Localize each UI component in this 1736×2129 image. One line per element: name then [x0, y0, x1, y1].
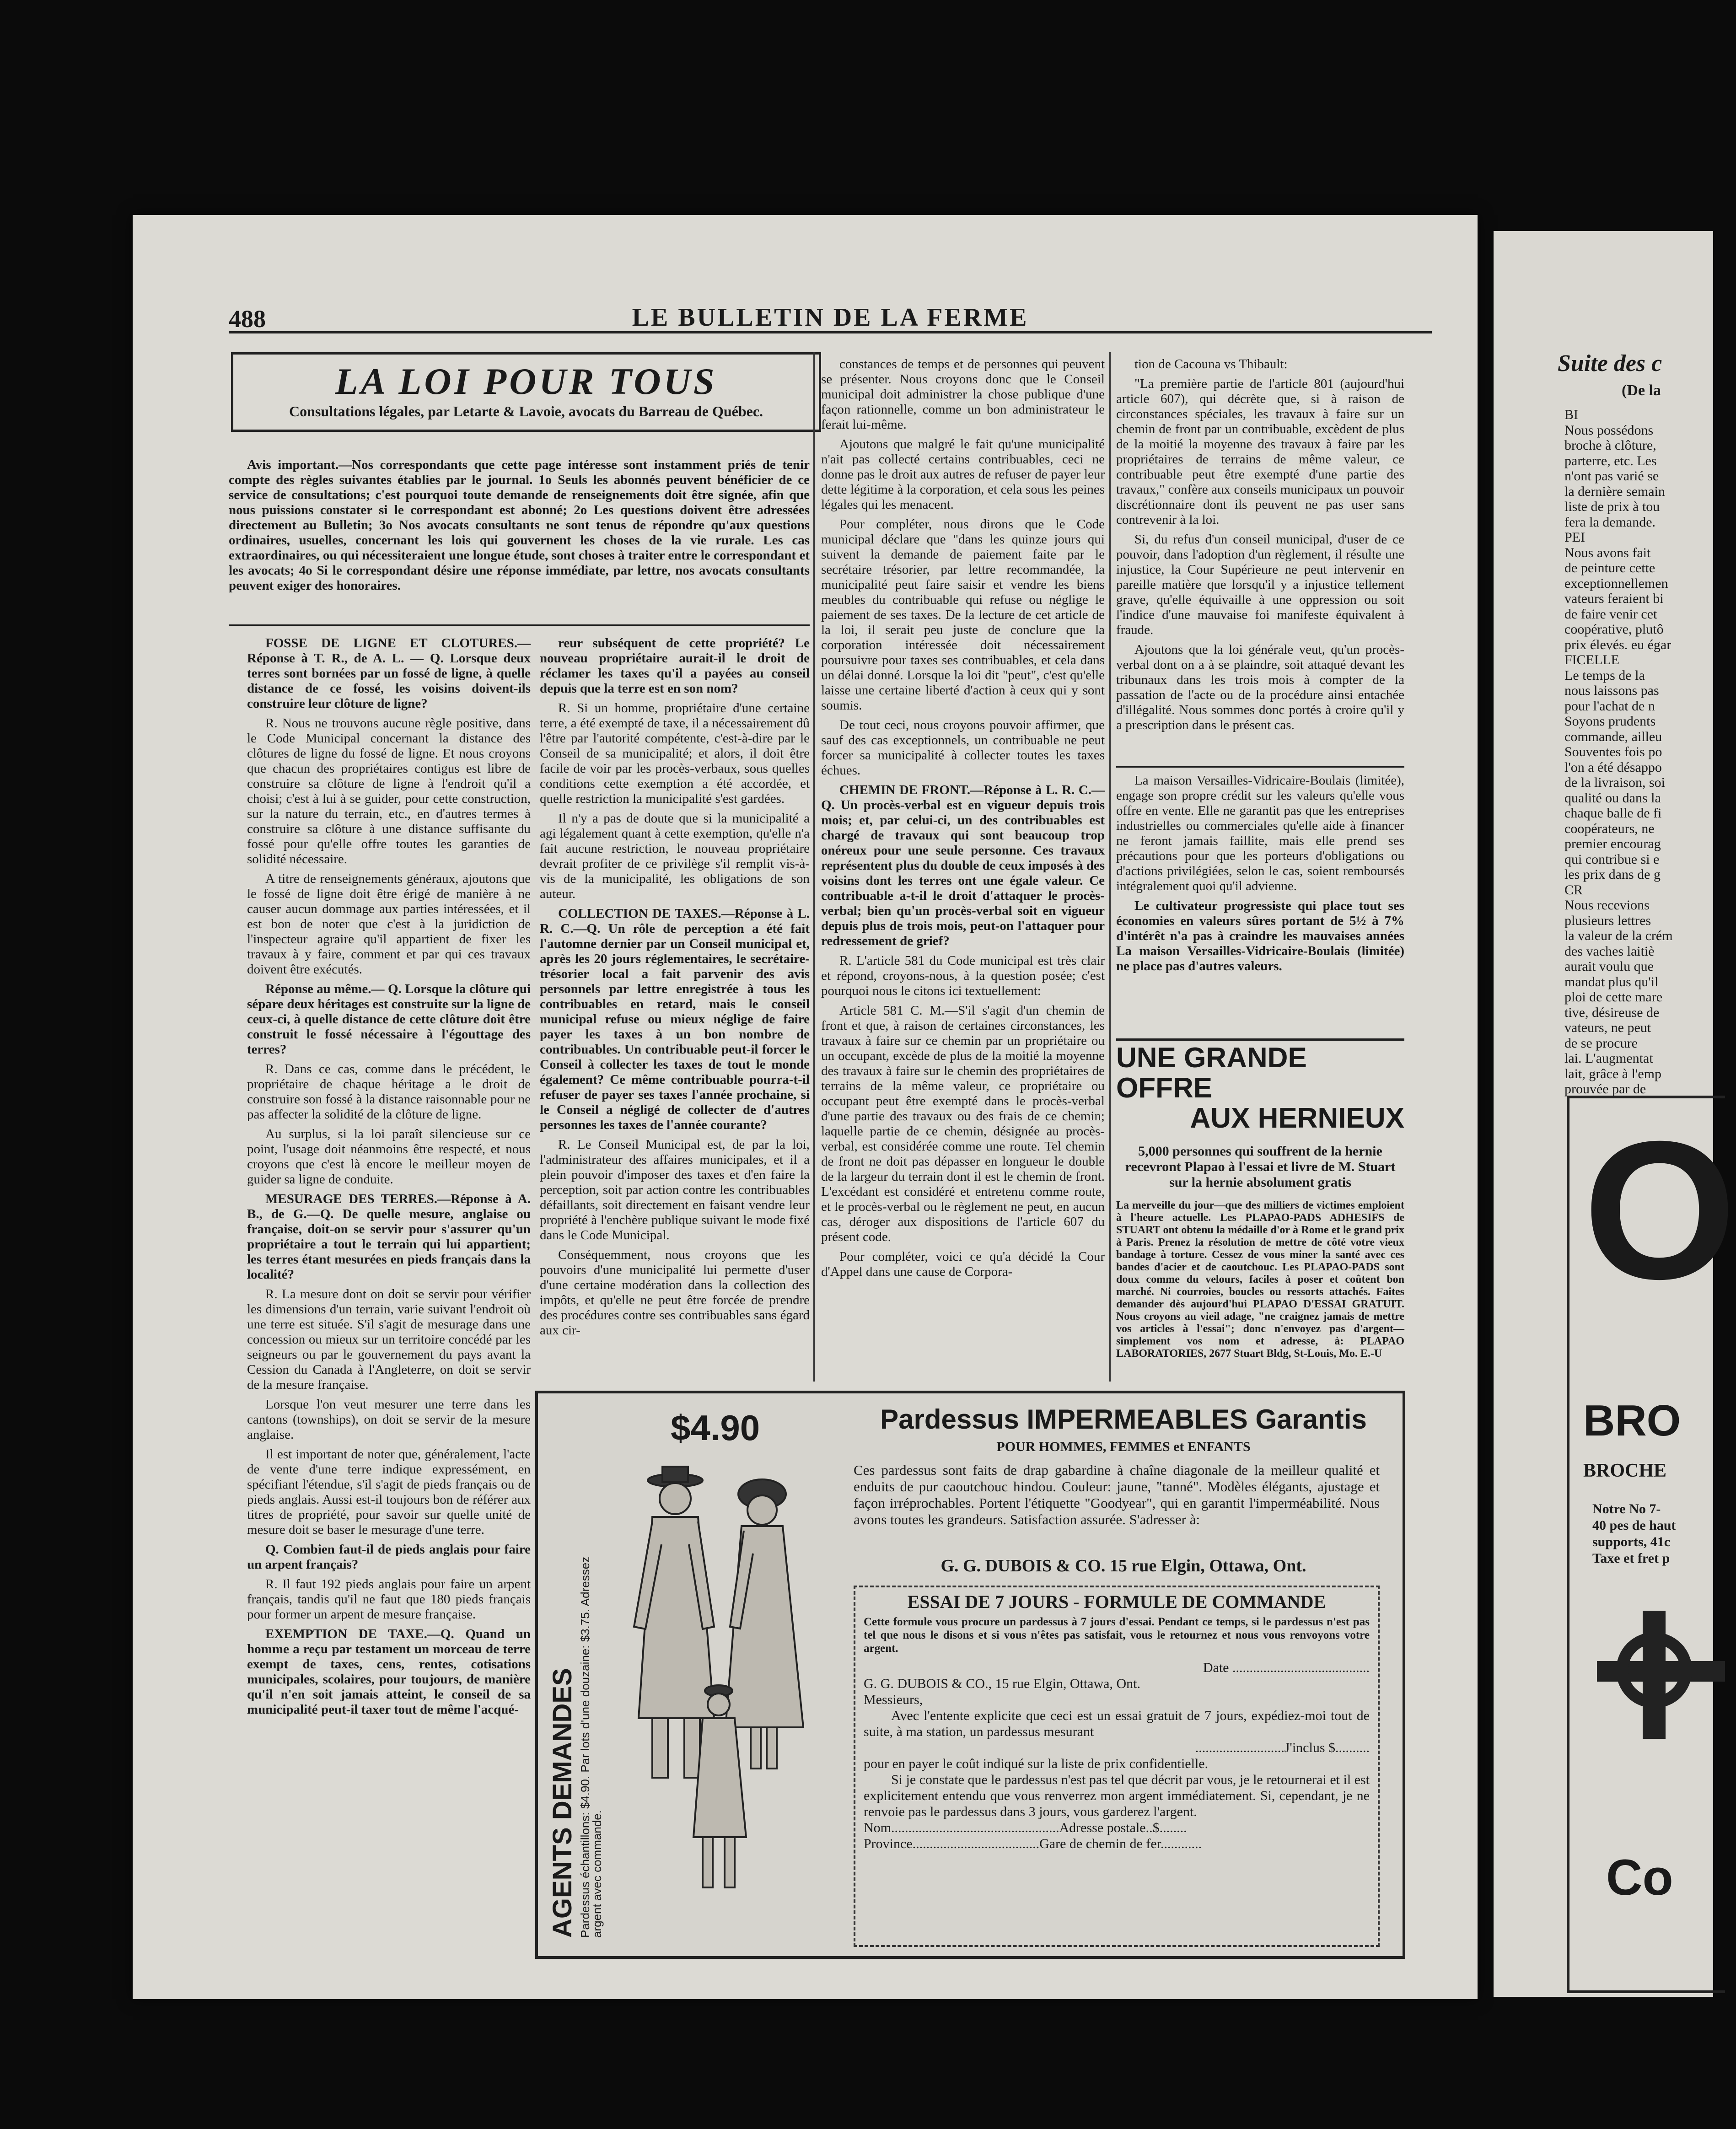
- adjacent-line: pour l'achat de n: [1564, 698, 1655, 714]
- column-4-paragraph: "La première partie de l'article 801 (aujourd'hui article 607), qui décrète que, si à raison de circonstances spéciales, les travaux à faire sur un chemin de front par un contribuable, excèdent de plus de la moitié la moyenne des travaux à faire par les propriétaires de terrains de même valeur, ce contribuable peut être exempté d'une partie des travaux," confère aux conseils municipaux un pouvoir discrétionnaire dont ils peuvent ne pas user sans contrevenir à la loi.: [1116, 376, 1404, 527]
- law-title: LA LOI POUR TOUS: [335, 360, 717, 402]
- fence-wire-icon: [1597, 1606, 1725, 1743]
- adjacent-line: aurait voulu que: [1564, 959, 1654, 974]
- adjacent-line: prouvée par de: [1564, 1081, 1646, 1097]
- section-divider: [1116, 766, 1404, 768]
- column-2-paragraph: Conséquemment, nous croyons que les pouvoirs d'une municipalité lui permette d'user d'une certaine modération dans la collection des impôts, et qu'elle ne peut être forcée de prendre des procédures contre ses contribuables sans égard aux cir-: [540, 1247, 810, 1338]
- adjacent-line: Soyons prudents: [1564, 714, 1656, 729]
- page-header: [229, 302, 1432, 333]
- station-label: Gare de chemin de fer: [1039, 1836, 1161, 1851]
- adjacent-line: de la livraison, soi: [1564, 775, 1665, 790]
- newspaper-page: [133, 215, 1478, 1999]
- page-number: 488: [229, 305, 266, 333]
- column-3-paragraph: R. L'article 581 du Code municipal est très clair et répond, croyons-nous, à la question posée; c'est pourquoi nous le citons ici textuellement:: [821, 953, 1105, 998]
- order-form: [854, 1586, 1380, 1947]
- date-label: Date: [1203, 1660, 1229, 1675]
- versailles-text-1: La maison Versailles-Vidricaire-Boulais (limitée), engage son propre crédit sur les valeurs qu'elle vous offre en vente. Elle ne garantit pas que les entreprises industrielles ou commerciales qu'elle aide à financer ne feront jamais faillite, mais elle prend ses précautions pour que les porteurs d'obligations ou d'actions privilégiées, selon le cas, soient remboursés intégralement quoi qu'il advienne.: [1116, 773, 1404, 893]
- column-1-paragraph: Réponse au même.— Q. Lorsque la clôture qui sépare deux héritages est construite sur la ligne de ceux-ci, à quelle distance de cette clôture doit être construit le fossé nécessaire à l'égouttage des terres?: [247, 982, 531, 1057]
- order-salutation: Messieurs,: [864, 1692, 923, 1707]
- adjacent-line: exceptionnellemen: [1564, 575, 1668, 591]
- column-1-paragraph: MESURAGE DES TERRES.—Réponse à A. B., de G.—Q. De quelle mesure, anglaise ou française, doit-on se servir pour s'assurer qu'un propriétaire a tout le terrain qui lui appartient; les terres étant mesurées en pieds français dans la localité?: [247, 1192, 531, 1282]
- column-3-paragraph: constances de temps et de personnes qui peuvent se présenter. Nous croyons donc que le Conseil municipal doit administrer la chose publique d'une façon rationnelle, comme un bon administrateur le ferait lui-même.: [821, 357, 1105, 432]
- order-text-3: Si je constate que le pardessus n'est pas tel que décrit par vous, je le retournerai et il est explicitement entendu que vous renverrez mon argent immédiatement. Si, cependant, je ne renvoie pas le pardessus dans 3 jours, vous garderez l'argent.: [864, 1772, 1370, 1819]
- law-notice: [229, 457, 810, 598]
- column-1-paragraph: Q. Combien faut-il de pieds anglais pour faire un arpent français?: [247, 1542, 531, 1572]
- adjacent-page: [1494, 231, 1736, 1997]
- adjacent-line: mandat plus qu'il: [1564, 974, 1659, 989]
- hernia-ad-body: La merveille du jour—que des milliers de victimes emploient à l'heure actuelle. Les PLAPAO-PADS ADHESIFS de STUART ont obtenu la médaille d'or à Rome et le grand prix à Paris. Prenez la résolution de mettre de côté votre vieux bandage à torture. Cessez de vous miner la santé avec ces bandes d'acier et de caoutchouc. Les PLAPAO-PADS sont doux comme du velours, faciles à poser et coûtent bon marché. Ni courroies, boucles ou ressorts attachés. Faites demander dès aujourd'hui PLAPAO D'ESSAI GRATUIT. Nous croyons au vieil adage, "ne craignez jamais de mettre vos articles à l'essai"; donc n'envoyez pas d'argent—simplement vos nom et adresse, à: PLAPAO LABORATORIES, 2677 Stuart Bldg, St-Louis, Mo. E.-U: [1116, 1199, 1404, 1360]
- raincoat-ad-body: Ces pardessus sont faits de drap gabardine à chaîne diagonale de la meilleur qualité et enduits de pur caoutchouc hindou. Couleur: jaune, "tanné". Modèles élégants, ajustage et façon irréprochables. Portent l'étiquette "Goodyear", qui en garantit l'imperméabilité. Nous avons toutes les grandeurs. Satisfaction assurée. S'adresser à:: [854, 1462, 1380, 1527]
- raincoat-company: G. G. DUBOIS & CO. 15 rue Elgin, Ottawa, Ont.: [941, 1556, 1306, 1575]
- amount-field[interactable]: ..........................J'inclus $..........: [1195, 1740, 1370, 1755]
- adjacent-line: les prix dans de g: [1564, 867, 1661, 882]
- order-form-intro: Cette formule vous procure un pardessus à 7 jours d'essai. Pendant ce temps, si le pardessus n'est pas tel que nous le disons et si vous n'êtes pas satisfait, vous le retournez et nous vous renvoyons votre argent.: [864, 1616, 1370, 1655]
- adjacent-line: prix élevés. eu égar: [1564, 637, 1672, 652]
- family-raincoat-illustration: [620, 1462, 812, 1919]
- hernia-ad-title-1: UNE GRANDE OFFRE: [1116, 1042, 1307, 1104]
- law-subtitle: Consultations légales, par Letarte & Lavoie, avocats du Barreau de Québec.: [289, 403, 763, 419]
- adjacent-line: broche à clôture,: [1564, 438, 1656, 453]
- column-1-paragraph: Au surplus, si la loi paraît silencieuse sur ce point, l'usage doit néanmoins être respecté, et nous croyons que c'est là encore le meilleur moyen de guider sa ligne de conduite.: [247, 1127, 531, 1187]
- column-4-paragraph: tion de Cacouna vs Thibault:: [1134, 357, 1288, 371]
- adjacent-subheading: (De la: [1622, 382, 1661, 399]
- adjacent-line: tive, désireuse de: [1564, 1005, 1660, 1020]
- adjacent-line: nous laissons pas: [1564, 683, 1659, 698]
- agents-wanted-text: Pardessus échantillons: $4.90. Par lots d'une douzaine: $3.75. Adressez: [578, 1556, 592, 1938]
- versailles-notice: [1116, 773, 1404, 978]
- raincoat-ad: [535, 1391, 1405, 1959]
- adjacent-line: n'ont pas varié se: [1564, 468, 1659, 484]
- column-2-paragraph: R. Le Conseil Municipal est, de par la loi, l'administrateur des affaires municipales, et il a plein pouvoir d'imposer des taxes et d'en faire la perception, soit par action contre les contribuables défaillants, soit directement en faisant vendre leur propriété à l'enchère publique suivant le mode fixé dans le Code Municipal.: [540, 1137, 810, 1242]
- column-3: [821, 357, 1105, 1284]
- order-text-2: pour en payer le coût indiqué sur la liste de prix confidentielle.: [864, 1756, 1209, 1771]
- date-field[interactable]: Date ........................................: [1203, 1660, 1370, 1675]
- adjacent-line: ploi de cette mare: [1564, 989, 1663, 1005]
- amount-label: J'inclus $: [1284, 1740, 1335, 1755]
- adjacent-line: commande, ailleu: [1564, 729, 1662, 744]
- adjacent-line: la valeur de la crém: [1564, 928, 1673, 943]
- column-1-paragraph: R. Dans ce cas, comme dans le précédent, le propriétaire de chaque héritage a le droit de construire son fossé à la distance raisonnable pour ne pas affecter la solidité de la clôture de ligne.: [247, 1062, 531, 1122]
- adjacent-line: Nous avons fait: [1564, 545, 1651, 560]
- hernia-ad-subtitle: 5,000 personnes qui souffrent de la hernie recevront Plapao à l'essai et livre de M. Stuart sur la hernie absolument gratis: [1125, 1144, 1396, 1190]
- adjacent-line: coopérative, plutô: [1564, 622, 1664, 637]
- adjacent-line: qui contribue si e: [1564, 851, 1660, 867]
- adjacent-line: Souventes fois po: [1564, 744, 1662, 759]
- adjacent-line: coopérateurs, ne: [1564, 821, 1655, 836]
- column-1-paragraph: R. Nous ne trouvons aucune règle positive, dans le Code Municipal concernant la distance des clôtures de ligne du fossé de ligne. Et nous croyons que chacun des propriétaires contigus est libre de construire sa clôture de ligne à l'endroit qu'il a choisi; c'est à lui à se guider, pour cette construction, sur la nature du terrain, etc., en d'autres termes à construire sa clôture à une distance suffisante du fossé pour qu'elle offre toutes les garanties de solidité nécessaire.: [247, 716, 531, 866]
- column-3-paragraph: Pour compléter, nous dirons que le Code municipal déclare que "dans les quinze jours qui suivent la demande de paiement faite par le secrétaire trésorier, par lettre recommandée, la municipalité peut faire saisir et vendre les biens meubles du contribuable qui refuse ou néglige le paiement de ses taxes. De la lecture de cet article de la loi, il serait peu juste de conclure que la corporation intéressée doit nécessairement poursuivre pour taxes ses contribuables, et cela dans un délai donné. Lorsque la loi dit "peut", c'est qu'elle laisse une certaine liberté d'action à ceux qui y sont soumis.: [821, 517, 1105, 713]
- column-divider: [1109, 352, 1111, 1382]
- adjacent-line: de faire venir cet: [1564, 606, 1657, 622]
- adjacent-line: de se procure: [1564, 1035, 1638, 1051]
- versailles-text-2: Le cultivateur progressiste qui place tout ses économies en valeurs sûres portant de 5½ à 7% d'intérêt n'a pas à craindre les mauvaises années La maison Versailles-Vidricaire-Boulais (limitée) ne place pas d'autres valeurs.: [1116, 898, 1404, 973]
- column-2: [540, 636, 810, 1343]
- co-logo: Co: [1606, 1849, 1673, 1906]
- raincoat-ad-title: Pardessus IMPERMEABLES Garantis: [880, 1404, 1367, 1435]
- agents-sidebar: [538, 1393, 604, 1956]
- column-2-paragraph: Il n'y a pas de doute que si la municipalité a agi légalement quant à cette exemption, qu'elle n'a fait aucune restriction, le nouveau propriétaire devrait profiter de ce privilège s'il remplit vis-à-vis de la municipalité, les obligations de son auteur.: [540, 811, 810, 901]
- adjacent-line: PEI: [1564, 530, 1585, 545]
- adjacent-column: [1564, 407, 1715, 1097]
- adjacent-line: lait, grâce à l'emp: [1564, 1066, 1661, 1081]
- column-1-paragraph: R. Il faut 192 pieds anglais pour faire un arpent français, tandis qu'il ne faut que 180 pieds français pour former un arpent de mesure française.: [247, 1577, 531, 1622]
- adjacent-line: plusieurs lettres: [1564, 913, 1651, 928]
- order-addressee: G. G. DUBOIS & CO., 15 rue Elgin, Ottawa, Ont.: [864, 1676, 1140, 1691]
- adjacent-line: la dernière semain: [1564, 484, 1665, 499]
- column-1: [247, 636, 531, 1722]
- adjacent-line: liste de prix à tou: [1564, 499, 1660, 514]
- column-3-paragraph: Article 581 C. M.—S'il s'agit d'un chemin de front et que, à raison de certaines circonstances, les travaux à faire sur ce chemin par un propriétaire ou un occupant, excède de plus de la moitié la moyenne des travaux à faire sur le chemin des propriétaires de terrains de la même valeur, ce propriétaire ou occupant peut être exempté dans le procès-verbal d'une partie des travaux ou des frais de ce chemin; laquelle partie de ce chemin, désignée au procès-verbal, est considérée comme une route. Tel chemin de front ne doit pas dépasser en longueur le double de la largeur du terrain dont il est le chemin de front. L'excédant est considéré et entretenu comme route, et le procès-verbal ou le règlement ne peut, en aucun cas, déroger aux dispositions de l'article 607 du présent code.: [821, 1003, 1105, 1244]
- name-label: Nom: [864, 1820, 891, 1835]
- raincoat-ad-subtitle: POUR HOMMES, FEMMES et ENFANTS: [996, 1439, 1251, 1454]
- section-divider: [1116, 1038, 1404, 1041]
- column-2-paragraph: COLLECTION DE TAXES.—Réponse à L. R. C.—Q. Un rôle de perception a été fait l'automne dernier par un Conseil municipal et, après les 20 jours réglementaires, le secrétaire-trésorier local a fait parvenir des avis personnels par lettre enregistrée à tous les contribuables en retard, mais le conseil municipal refuse ou mieux néglige de faire payer les taxes à un bon nombre de contribuables. Un contribuable peut-il forcer le Conseil à collecter les taxes de tout le monde également? Ce même contribuable pourra-t-il refuser de payer ses taxes l'année prochaine, si le Conseil a négligé de collecter de d'autres personnes les taxes de l'année courante?: [540, 906, 810, 1132]
- order-form-title: ESSAI DE 7 JOURS - FORMULE DE COMMANDE: [907, 1591, 1326, 1612]
- address-label: Adresse postale: [1059, 1820, 1146, 1835]
- adjacent-line: CR: [1564, 882, 1583, 898]
- adjacent-line: de peinture cette: [1564, 560, 1655, 575]
- column-1-paragraph: Il est important de noter que, généralement, l'acte de vente d'une terre indique expressément, en spécifiant l'étendue, s'il s'agit de pieds français ou de pieds anglais. Aussi est-il toujours bon de référer aux titres de propriété, pour savoir sur quelle unité de mesure doit se baser le mesurage d'une terre.: [247, 1447, 531, 1537]
- adjacent-line: chaque balle de fi: [1564, 806, 1662, 821]
- broche-notice: [1592, 1501, 1676, 1567]
- adjacent-line: parterre, etc. Les: [1564, 453, 1657, 468]
- agents-wanted-text-2: argent avec commande.: [590, 1810, 604, 1938]
- column-1-paragraph: A titre de renseignements généraux, ajoutons que le fossé de ligne doit être érigé de manière à ne causer aucun dommage aux parties intéressées, et il est bon de noter que c'est à la juridiction de l'inspecteur agraire qu'il appartient de fixer les travaux à y faire, comment et par qui ces travaux doivent être exécutés.: [247, 871, 531, 977]
- adjacent-ad: [1567, 1096, 1736, 1993]
- column-2-paragraph: R. Si un homme, propriétaire d'une certaine terre, a été exempté de taxe, il a nécessairement dû l'être par l'autorité compétente, c'est-à-dire par le Conseil de sa municipalité; et alors, il doit être facile de voir par les procès-verbaux, sous quelles conditions cette exemption a été accordée, et quelle restriction la municipalité s'est gardées.: [540, 701, 810, 806]
- adjacent-line: des vaches laitiè: [1564, 943, 1655, 959]
- newspaper-title: LE BULLETIN DE LA FERME: [632, 303, 1029, 332]
- adjacent-line: premier encourag: [1564, 836, 1661, 851]
- price-tag: $4.90: [671, 1408, 760, 1448]
- adjacent-line: lai. L'augmentat: [1564, 1051, 1653, 1066]
- adjacent-line: FICELLE: [1564, 652, 1619, 667]
- name-field[interactable]: Nom.................................................Adresse postale..$........: [864, 1820, 1187, 1835]
- column-3-paragraph: CHEMIN DE FRONT.—Réponse à L. R. C.—Q. Un procès-verbal est en vigueur depuis trois mois; et, par celui-ci, un des contribuables est chargé de travaux qui sont beaucoup trop onéreux pour une seule personne. Ces travaux représentent plus du double de ceux imposés à des voisins dont les terres ont une égale valeur. Ce contribuable a-t-il le droit d'attaquer le procès-verbal; bien qu'un procès-verbal soit en vigueur depuis plus de trois mois, peut-on l'attaquer pour redressement de grief?: [821, 783, 1105, 948]
- adjacent-line: Nous possédons: [1564, 422, 1654, 438]
- column-1-paragraph: Lorsque l'on veut mesurer une terre dans les cantons (townships), on doit se servir de la mesure anglaise.: [247, 1397, 531, 1442]
- column-4-paragraph: Ajoutons que la loi générale veut, qu'un procès-verbal dont on a à se plaindre, soit attaqué devant les tribunaux dans les trois mois à compter de la passation de l'acte ou de la procédure ainsi entachée d'illégalité. Nous sommes donc portés à croire qu'il y a prescription dans le présent cas.: [1116, 642, 1404, 732]
- notice-text: Avis important.—Nos correspondants que cette page intéresse sont instamment priés de tenir compte des règles suivantes établies par le journal. 1o Seuls les abonnés peuvent bénéficier de ce service de consultations; c'est pourquoi toute demande de renseignements doit être signée, afin que nous puissions constater si le correspondant est abonné; 2o Les questions doivent être adressées directement au Bulletin; 3o Nos avocats consultants ne sont tenus de répondre qu'aux questions ordinaires, usuelles, concernant les lois qui gouvernent les choses de la vie rurale. Les cas extraordinaires, ou qui nécessiteraient une longue étude, sont choses à traiter entre le correspondant et les avocats; 4o Si le correspondant désire une réponse immédiate, par lettre, nos avocats consultants peuvent exiger des honoraires.: [229, 457, 810, 593]
- adjacent-line: Le temps de la: [1564, 667, 1645, 683]
- column-3-paragraph: Ajoutons que malgré le fait qu'une municipalité n'ait pas collecté certains contribuables, ceci ne donne pas le droit aux autres de refuser de payer leur dette légitime à la corporation, et cela sous les peines légales qui les menacent.: [821, 437, 1105, 512]
- broche-title: BROCHE: [1583, 1460, 1667, 1481]
- column-1-paragraph: R. La mesure dont on doit se servir pour vérifier les dimensions d'un terrain, varie suivant l'endroit où une terre est située. S'il s'agit de mesurage dans une concession ou mieux sur un territoire concédé par les seigneurs ou par le gouvernement du pays avant la Cession du Canada à l'Angleterre, on doit se servir de la mesure française.: [247, 1287, 531, 1392]
- broche-notice-line: Notre No 7-: [1592, 1501, 1661, 1516]
- column-4: [1116, 357, 1404, 737]
- big-letter: O: [1583, 1101, 1736, 1320]
- adjacent-line: fera la demande.: [1564, 514, 1656, 530]
- order-text-1: Avec l'entente explicite que ceci est un essai gratuit de 7 jours, expédiez-moi tout de suite, à ma station, un pardessus mesurant: [864, 1708, 1370, 1739]
- province-label: Province: [864, 1836, 913, 1851]
- broche-notice-line: supports, 41c: [1592, 1534, 1671, 1549]
- notice-divider: [229, 624, 810, 626]
- column-1-paragraph: EXEMPTION DE TAXE.—Q. Quand un homme a reçu par testament un morceau de terre exempt de taxes, cens, rentes, cotisations municipales, scolaires, pour toujours, de manière qu'il n'en soit jamais atteint, le conseil de sa municipalité peut-il taxer tout de même l'acqué-: [247, 1627, 531, 1717]
- column-1-paragraph: FOSSE DE LIGNE ET CLOTURES.—Réponse à T. R., de A. L. — Q. Lorsque deux terres sont bornées par un fossé de ligne, à quelle distance de ce fossé, les voisins doivent-ils construire leur clôture de ligne?: [247, 636, 531, 711]
- adjacent-line: vateurs, ne peut: [1564, 1020, 1651, 1035]
- hernia-ad-title-2: AUX HERNIEUX: [1190, 1102, 1404, 1134]
- law-title-box: [231, 352, 821, 432]
- column-3-paragraph: De tout ceci, nous croyons pouvoir affirmer, que sauf des cas exceptionnels, un contribuable ne peut forcer sa municipalité à collecter toutes les taxes échues.: [821, 718, 1105, 778]
- broche-logo: BRO: [1583, 1396, 1681, 1445]
- adjacent-line: Nous recevions: [1564, 898, 1650, 913]
- column-divider: [813, 352, 815, 1382]
- column-2-paragraph: reur subséquent de cette propriété? Le nouveau propriétaire aurait-il le droit de réclamer les taxes qu'il a payées au conseil depuis que la terre est en son nom?: [540, 636, 810, 696]
- broche-notice-line: 40 pes de haut: [1592, 1518, 1676, 1533]
- adjacent-line: qualité ou dans la: [1564, 790, 1661, 806]
- adjacent-line: vateurs feraient bi: [1564, 591, 1664, 606]
- hernia-ad: [1116, 1043, 1404, 1377]
- column-3-paragraph: Pour compléter, voici ce qu'a décidé la Cour d'Appel dans une cause de Corpora-: [821, 1249, 1105, 1279]
- adjacent-line: l'on a été désappo: [1564, 759, 1662, 775]
- column-4-paragraph: Si, du refus d'un conseil municipal, d'user de ce pouvoir, dans l'adoption d'un règlement, il résulte une injustice, la Cour Supérieure ne peut intervenir en pareille matière que lorsqu'il y a injustice tellement grave, qu'elle équivaille à une oppression ou soit l'indice d'une mauvaise foi manifeste équivalent à fraude.: [1116, 532, 1404, 637]
- agents-wanted-label: AGENTS DEMANDES: [548, 1668, 577, 1938]
- broche-notice-line: Taxe et fret p: [1592, 1551, 1670, 1566]
- adjacent-heading: Suite des c: [1558, 350, 1662, 376]
- province-field[interactable]: Province.....................................Gare de chemin de fer............: [864, 1836, 1202, 1851]
- adjacent-line: BI: [1564, 407, 1578, 422]
